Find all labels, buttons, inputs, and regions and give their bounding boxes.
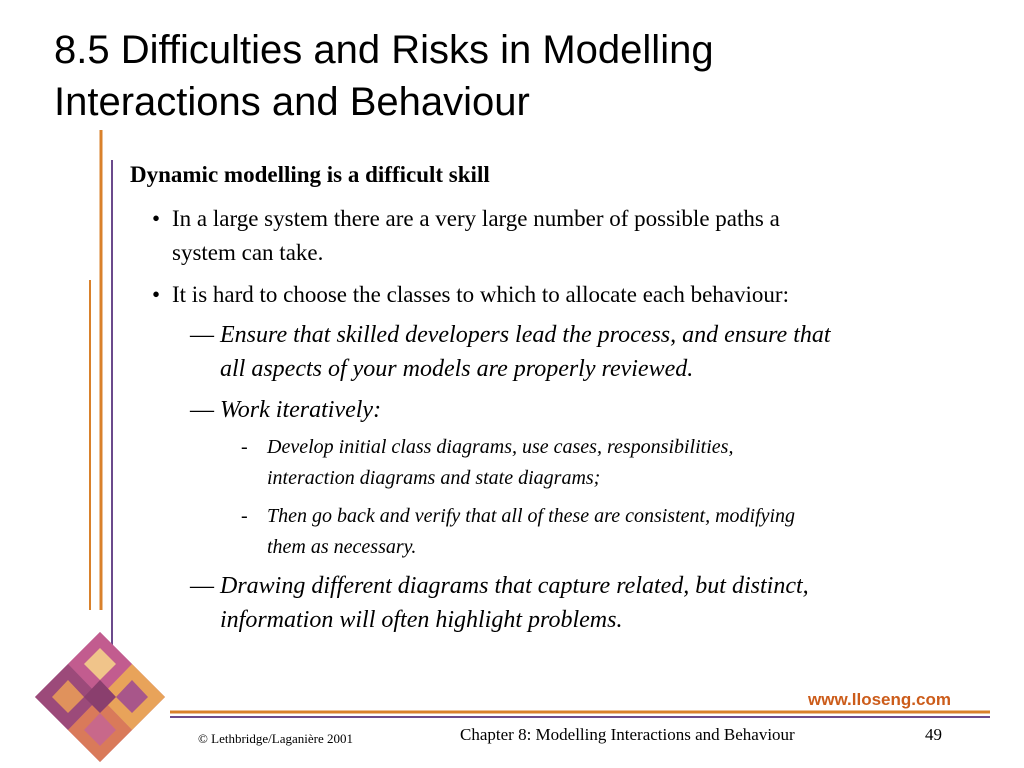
sub-item-line: Drawing different diagrams that capture related, but distinct, [220, 573, 809, 599]
bullet-line: It is hard to choose the classes to which to allocate each behaviour: [172, 282, 789, 307]
sub-sub-item-1 [241, 432, 734, 494]
slide-title-line-1: 8.5 Difficulties and Risks in Modelling [54, 28, 714, 72]
quilt-logo-icon [35, 632, 165, 762]
bullet-marker: • [152, 206, 161, 231]
bullet-line: In a large system there are a very large number of possible paths a [172, 206, 780, 231]
sub-sub-item-line: them as necessary. [267, 536, 417, 558]
slide-title-line-2: Interactions and Behaviour [54, 80, 530, 124]
dash-marker: — [190, 573, 214, 599]
bullet-line: system can take. [172, 240, 324, 265]
copyright-text: © Lethbridge/Laganière 2001 [198, 731, 353, 746]
sub-sub-item-line: interaction diagrams and state diagrams; [267, 467, 601, 489]
sub-item-line: information will often highlight problems. [220, 607, 623, 633]
sub-sub-item-line: Then go back and verify that all of these are consistent, modifying [267, 505, 796, 527]
bullet-item-1 [152, 202, 780, 270]
sub-item-2 [190, 393, 382, 427]
section-heading: Dynamic modelling is a difficult skill [130, 162, 490, 187]
bullet-item-2 [152, 278, 789, 312]
sub-sub-item-2 [241, 501, 796, 563]
sub-item-line: Ensure that skilled developers lead the process, and ensure that [220, 322, 831, 348]
hyphen-marker: - [241, 436, 248, 458]
sub-item-1 [190, 318, 831, 386]
dash-marker: — [190, 322, 214, 348]
sub-item-3 [190, 569, 809, 637]
sub-item-line: all aspects of your models are properly reviewed. [220, 356, 694, 382]
sub-sub-item-line: Develop initial class diagrams, use cases, responsibilities, [267, 436, 734, 458]
website-link[interactable]: www.lloseng.com [808, 690, 951, 709]
dash-marker: — [190, 397, 214, 423]
page-number: 49 [925, 725, 942, 744]
bullet-marker: • [152, 282, 161, 307]
chapter-title: Chapter 8: Modelling Interactions and Behaviour [460, 725, 795, 744]
hyphen-marker: - [241, 505, 248, 527]
sub-item-line: Work iteratively: [220, 397, 382, 423]
